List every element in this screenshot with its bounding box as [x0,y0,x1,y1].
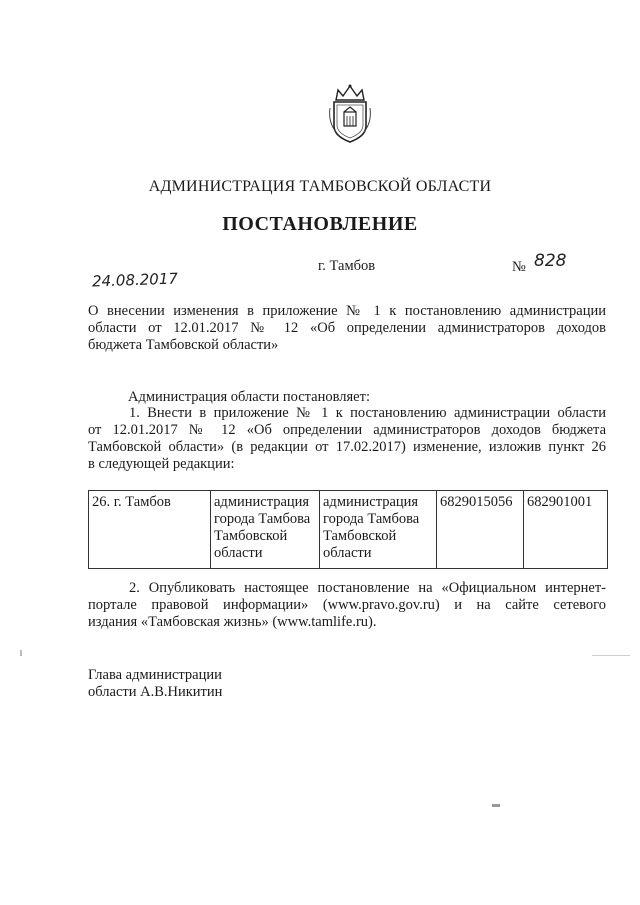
item-2-line: портале правовой информации» (www.pravo.gov.ru) и на сайте сетевого [88,597,606,613]
subject-line: области от 12.01.2017 № 12 «Об определении администраторов доходов [88,320,606,336]
handwritten-date: 24.08.2017 [91,269,179,291]
document-type: ПОСТАНОВЛЕНИЕ [222,213,418,235]
coat-of-arms-icon [328,82,372,144]
scan-mark [492,804,500,807]
city: г. Тамбов [318,258,376,274]
signature-position: Глава администрации [88,667,222,683]
subject-line: О внесении изменения в приложение № 1 к постановлению администрации [88,303,606,319]
item-1 [88,405,606,473]
organization-title: АДМИНИСТРАЦИЯ ТАМБОВСКОЙ ОБЛАСТИ [148,178,492,195]
item-2-line: издания «Тамбовская жизнь» (www.tamlife.ru). [88,614,377,630]
scan-mark [20,650,22,656]
item-1-line: Тамбовской области» (в редакции от 17.02.2017) изменение, изложив пункт 26 [88,439,606,455]
signature-name: области А.В.Никитин [88,684,223,700]
scan-mark [592,655,630,656]
item-1-line: 1. Внести в приложение № 1 к постановлению администрации области [129,405,606,421]
table-cell-inn: 6829015056 [437,491,524,569]
item-2-line: 2. Опубликовать настоящее постановление на «Официальном интернет- [129,580,606,596]
item-1-line: от 12.01.2017 № 12 «Об определении администраторов доходов бюджета [88,422,606,438]
subject-line: бюджета Тамбовской области» [88,337,279,353]
table-cell-kpp: 682901001 [524,491,608,569]
table-cell-administrator-2: администрация города Тамбова Тамбовской области [320,491,437,569]
table-cell-item: 26. г. Тамбов [89,491,211,569]
table-cell-administrator: администрация города Тамбова Тамбовской области [211,491,320,569]
handwritten-number: 828 [534,251,567,271]
item-1-line: в следующей редакции: [88,456,235,472]
table-row [89,491,608,569]
revenue-admin-table [88,490,608,569]
signature-block [88,667,222,701]
preamble: Администрация области постановляет: [128,389,370,405]
item-2 [88,580,606,631]
number-label: № [512,259,526,275]
document-subject [88,303,606,354]
